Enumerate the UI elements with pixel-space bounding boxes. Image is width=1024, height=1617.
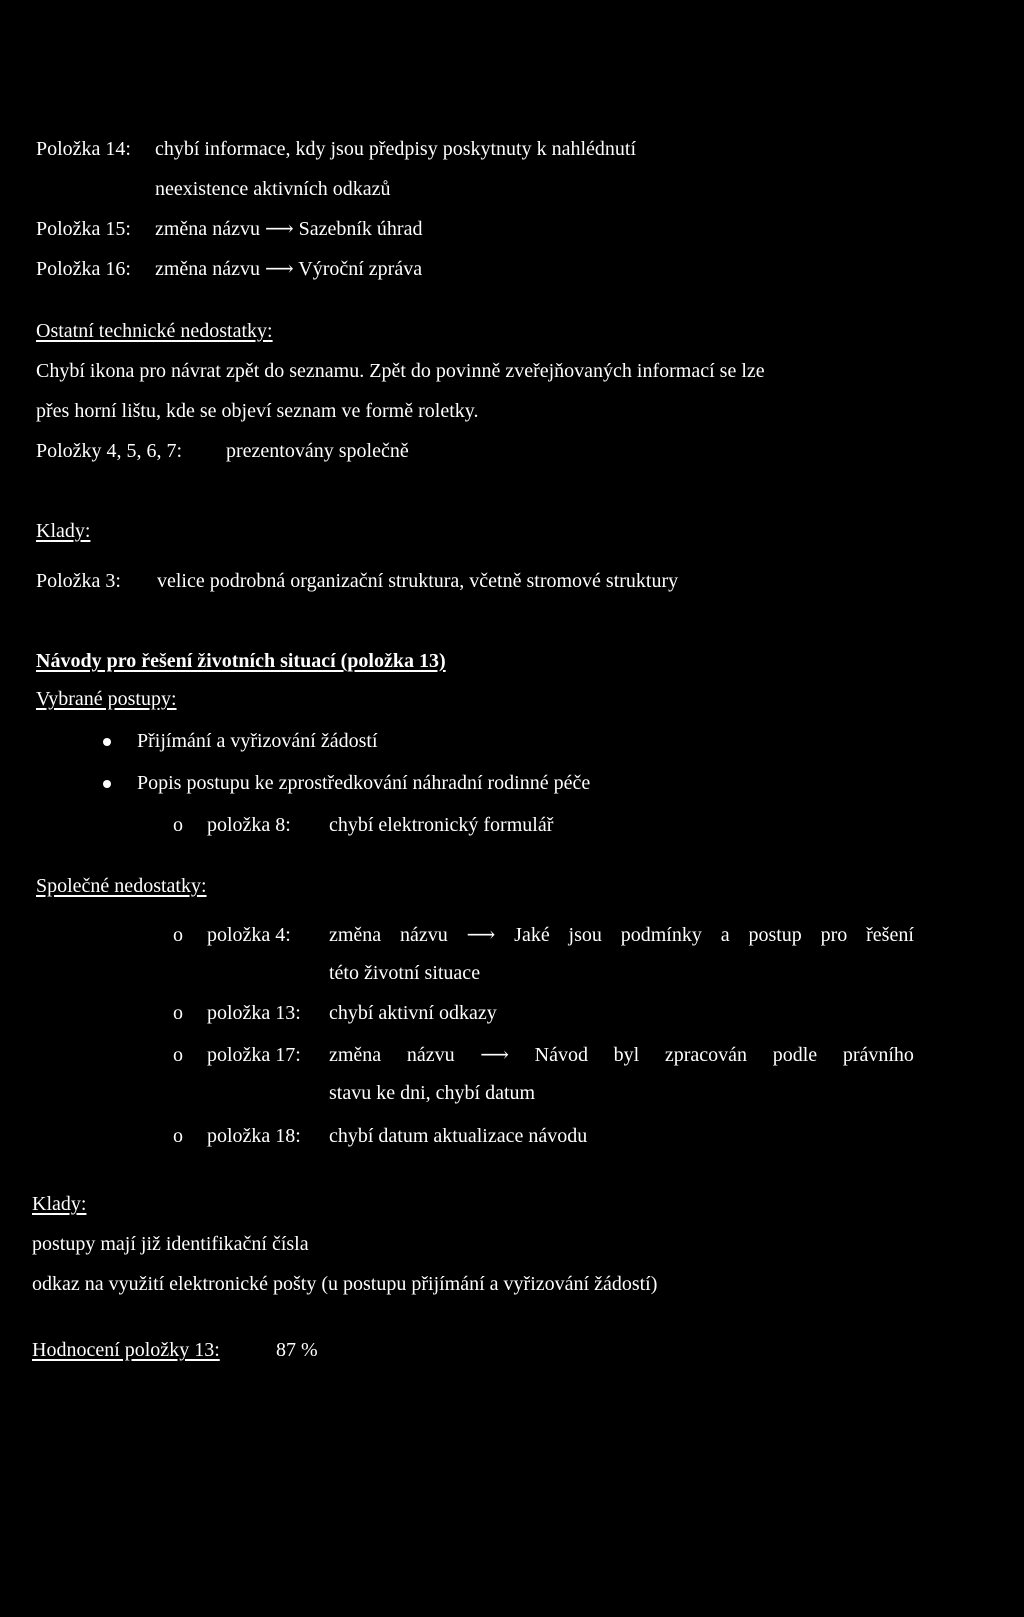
technical-line1: Chybí ikona pro návrat zpět do seznamu. Zpět do povinně zveřejňovaných informací se lze: [36, 360, 765, 382]
common-item18-label: položka 18:: [207, 1125, 301, 1147]
word: jsou: [568, 924, 602, 946]
technical-line2: přes horní lištu, kde se objeví seznam ve formě roletky.: [36, 400, 479, 422]
word: Jaké: [514, 924, 550, 946]
word: a: [720, 924, 730, 946]
technical-heading: Ostatní technické nedostatky:: [36, 320, 273, 342]
common-item4-line1: [329, 925, 914, 945]
circle-bullet-icon: o: [173, 1044, 183, 1066]
circle-bullet-icon: o: [173, 814, 183, 836]
word: Návod: [534, 1044, 588, 1066]
common-item17-line1: [329, 1045, 914, 1065]
common-item4-line2: této životní situace: [329, 962, 481, 984]
item15-label: Položka 15:: [36, 218, 131, 240]
arrow-icon: ⟶: [480, 1044, 509, 1066]
circle-bullet-icon: o: [173, 1125, 183, 1147]
bullet-item-2: Popis postupu ke zprostředkování náhradní rodinné péče: [137, 772, 591, 794]
selected-procedures-heading: Vybrané postupy:: [36, 688, 177, 710]
circle-bullet-icon: o: [173, 924, 183, 946]
item15-text: změna názvu ⟶ Sazebník úhrad: [155, 218, 423, 240]
item16-text: změna názvu ⟶ Výroční zpráva: [155, 258, 423, 280]
pros-item3-text: velice podrobná organizační struktura, včetně stromové struktury: [157, 570, 679, 592]
item14-text-line2: neexistence aktivních odkazů: [155, 178, 391, 200]
item14-text-line1: chybí informace, kdy jsou předpisy poskytnuty k nahlédnutí: [155, 138, 637, 160]
word: postup: [748, 924, 802, 946]
arrow-icon: ⟶: [466, 924, 496, 946]
word: podmínky: [620, 924, 702, 946]
word: právního: [842, 1044, 914, 1066]
pros2-line2: odkaz na využití elektronické pošty (u postupu přijímání a vyřizování žádostí): [32, 1273, 658, 1295]
word: byl: [613, 1044, 640, 1066]
common-item18-text: chybí datum aktualizace návodu: [329, 1125, 588, 1147]
rating-label: Hodnocení položky 13:: [32, 1339, 220, 1361]
sub-item8-label: položka 8:: [207, 814, 291, 836]
technical-items-text: prezentovány společně: [226, 440, 409, 462]
word: změna: [329, 1044, 382, 1066]
word: podle: [772, 1044, 818, 1066]
guides-heading: Návody pro řešení životních situací (položka 13): [36, 650, 446, 672]
item14-label: Položka 14:: [36, 138, 131, 160]
common-item4-label: položka 4:: [207, 924, 291, 946]
pros2-line1: postupy mají již identifikační čísla: [32, 1233, 309, 1255]
circle-bullet-icon: o: [173, 1002, 183, 1024]
common-item13-label: položka 13:: [207, 1002, 301, 1024]
word: názvu: [400, 924, 448, 946]
common-item13-text: chybí aktivní odkazy: [329, 1002, 497, 1024]
bullet-icon: [103, 738, 111, 746]
common-item17-line2: stavu ke dni, chybí datum: [329, 1082, 536, 1104]
word: pro: [820, 924, 848, 946]
word: zpracován: [664, 1044, 748, 1066]
word: názvu: [406, 1044, 455, 1066]
word: řešení: [866, 924, 914, 946]
sub-item8-text: chybí elektronický formulář: [329, 814, 554, 836]
rating-value: 87 %: [276, 1339, 318, 1361]
item16-label: Položka 16:: [36, 258, 131, 280]
pros-item3-label: Položka 3:: [36, 570, 121, 592]
technical-items-label: Položky 4, 5, 6, 7:: [36, 440, 183, 462]
bullet-icon: [103, 780, 111, 788]
common-heading: Společné nedostatky:: [36, 875, 207, 897]
pros-heading: Klady:: [36, 520, 91, 542]
word: změna: [329, 924, 382, 946]
bullet-item-1: Přijímání a vyřizování žádostí: [137, 730, 378, 752]
common-item17-label: položka 17:: [207, 1044, 301, 1066]
pros2-heading: Klady:: [32, 1193, 87, 1215]
